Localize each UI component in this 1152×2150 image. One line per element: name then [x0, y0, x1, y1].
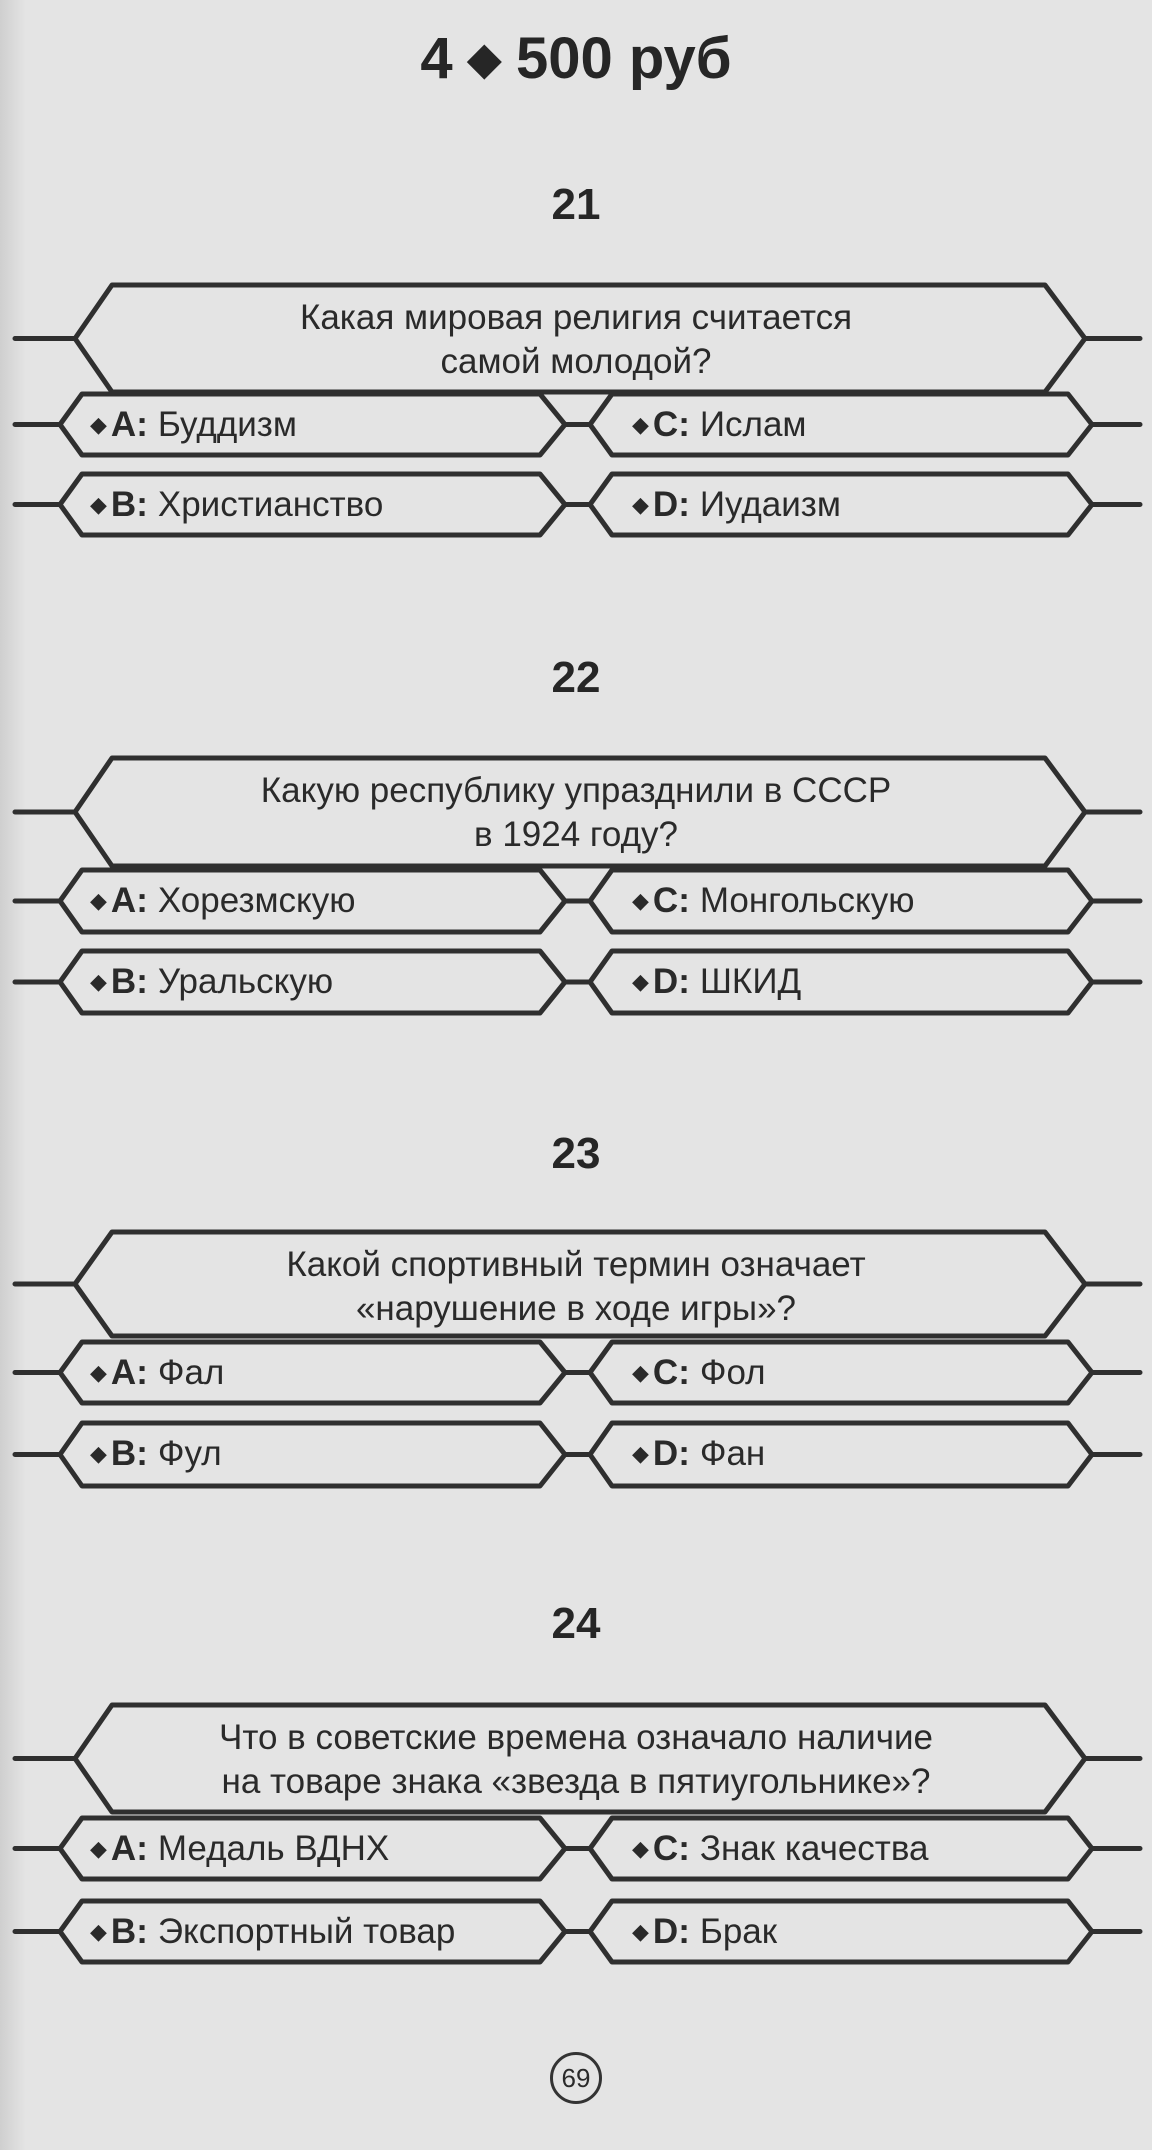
answer-letter: C:	[652, 1829, 690, 1868]
answer-c[interactable]	[632, 1342, 766, 1404]
level-number: 4	[420, 26, 453, 91]
answer-text: Ислам	[699, 405, 807, 444]
answer-b[interactable]	[90, 474, 383, 536]
answer-b[interactable]	[90, 1901, 455, 1963]
question-number: 23	[551, 1129, 601, 1178]
answer-a[interactable]	[90, 1342, 224, 1404]
answer-letter: C:	[652, 881, 690, 920]
bullet-icon: ◆	[632, 1836, 649, 1861]
answer-text: Хорезмскую	[157, 881, 356, 920]
answer-text: Экспортный товар	[157, 1912, 456, 1951]
answer-b[interactable]	[90, 951, 333, 1013]
answer-letter: D:	[652, 485, 690, 524]
answer-text: Фал	[157, 1353, 225, 1392]
answer-b[interactable]	[90, 1423, 222, 1485]
question-number: 21	[551, 180, 601, 229]
answer-letter: B:	[110, 962, 148, 1001]
answer-c[interactable]	[632, 1818, 929, 1880]
question-line-1: Какую республику упразднили в СССР	[260, 771, 892, 810]
answer-text: Брак	[699, 1912, 778, 1951]
question-line-2: на товаре знака «звезда в пятиугольнике»?	[221, 1762, 931, 1801]
answer-letter: B:	[110, 1434, 148, 1473]
answer-c[interactable]	[632, 870, 915, 932]
bullet-icon: ◆	[632, 1441, 649, 1466]
prize-amount: 500 руб	[516, 26, 732, 91]
answer-text: Христианство	[157, 485, 384, 524]
diamond-icon: ◆	[466, 32, 502, 84]
answer-letter: B:	[110, 1912, 148, 1951]
answer-letter: A:	[110, 1829, 148, 1868]
answer-text: Фул	[157, 1434, 222, 1473]
answer-letter: A:	[110, 881, 148, 920]
bullet-icon: ◆	[632, 1360, 649, 1385]
answer-text: Монгольскую	[699, 881, 915, 920]
answer-text: Медаль ВДНХ	[157, 1829, 390, 1868]
question-line-2: в 1924 году?	[474, 815, 678, 854]
answer-d[interactable]	[632, 474, 841, 536]
bullet-icon: ◆	[90, 412, 107, 437]
bullet-icon: ◆	[90, 1836, 107, 1861]
bullet-icon: ◆	[632, 1919, 649, 1944]
answer-d[interactable]	[632, 1901, 777, 1963]
page-number: 69	[550, 2052, 602, 2104]
question-line-2: «нарушение в ходе игры»?	[355, 1289, 797, 1328]
bullet-icon: ◆	[632, 412, 649, 437]
answer-text: Буддизм	[157, 405, 297, 444]
answer-letter: C:	[652, 1353, 690, 1392]
answer-text: Фол	[699, 1353, 766, 1392]
question-line-1: Какая мировая религия считается	[299, 298, 853, 337]
answer-text: Иудаизм	[699, 485, 841, 524]
question-text	[110, 285, 1042, 395]
question-line-1: Какой спортивный термин означает	[286, 1245, 866, 1284]
question-text	[110, 1232, 1042, 1342]
bullet-icon: ◆	[90, 1441, 107, 1466]
answer-letter: D:	[652, 1434, 690, 1473]
bullet-icon: ◆	[632, 492, 649, 517]
answer-text: ШКИД	[699, 962, 802, 1001]
answer-text: Знак качества	[699, 1829, 929, 1868]
answer-d[interactable]	[632, 1423, 765, 1485]
answer-letter: A:	[110, 1353, 148, 1392]
answer-letter: A:	[110, 405, 148, 444]
answer-letter: D:	[652, 1912, 690, 1951]
bullet-icon: ◆	[90, 1360, 107, 1385]
answer-a[interactable]	[90, 870, 356, 932]
question-text	[110, 758, 1042, 868]
answer-a[interactable]	[90, 394, 297, 456]
question-line-2: самой молодой?	[440, 342, 712, 381]
question-number: 22	[551, 653, 601, 702]
bullet-icon: ◆	[90, 969, 107, 994]
question-number: 24	[551, 1599, 601, 1648]
answer-d[interactable]	[632, 951, 801, 1013]
answer-letter: D:	[652, 962, 690, 1001]
bullet-icon: ◆	[632, 969, 649, 994]
question-text	[110, 1705, 1042, 1815]
answer-letter: B:	[110, 485, 148, 524]
answer-text: Уральскую	[157, 962, 334, 1001]
question-line-1: Что в советские времена означало наличие	[219, 1718, 933, 1757]
answer-letter: C:	[652, 405, 690, 444]
bullet-icon: ◆	[90, 1919, 107, 1944]
answer-text: Фан	[699, 1434, 766, 1473]
bullet-icon: ◆	[90, 888, 107, 913]
answer-a[interactable]	[90, 1818, 389, 1880]
bullet-icon: ◆	[90, 492, 107, 517]
bullet-icon: ◆	[632, 888, 649, 913]
answer-c[interactable]	[632, 394, 806, 456]
